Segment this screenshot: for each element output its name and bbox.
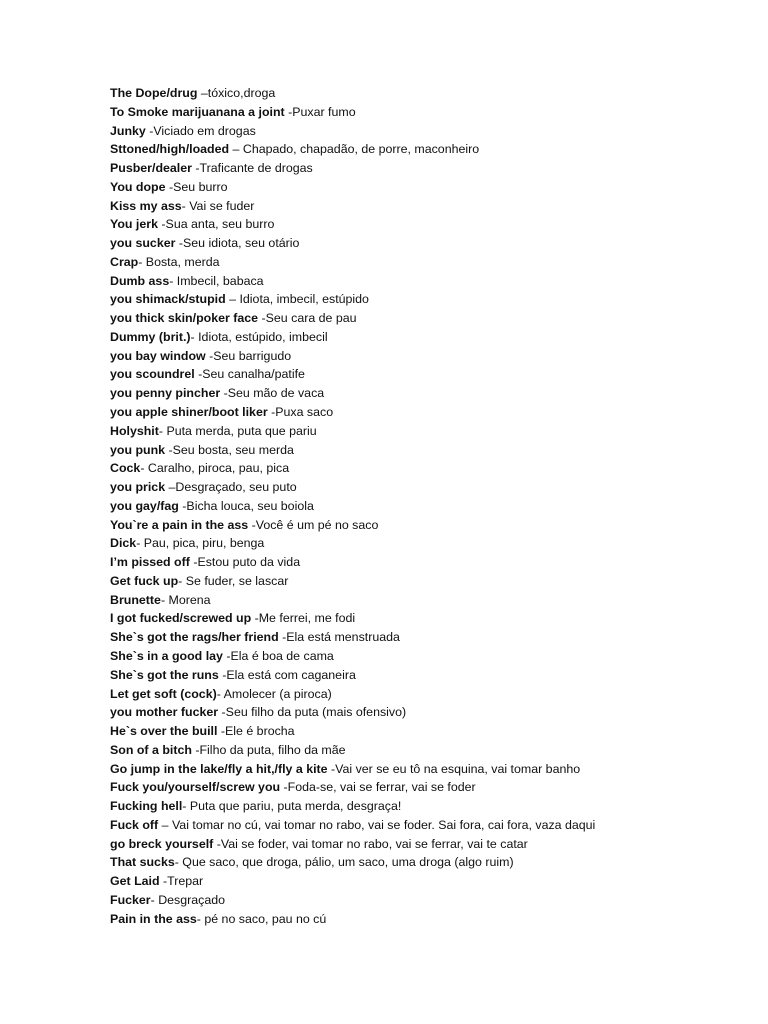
entry-meaning: -Me ferrei, me fodi [251, 611, 356, 626]
entry-meaning: -Seu cara de pau [258, 311, 357, 326]
entry-term: You jerk [110, 217, 158, 232]
entry-meaning: - Bosta, merda [138, 254, 220, 269]
glossary-entry [110, 215, 595, 234]
entry-meaning: – Vai tomar no cú, vai tomar no rabo, vai se foder. Sai fora, cai fora, vaza daqui [158, 817, 596, 832]
entry-term: Fuck you/yourself/screw you [110, 780, 281, 795]
entry-term: Pain in the ass [110, 911, 197, 926]
entry-meaning: - Que saco, que droga, pálio, um saco, uma droga (algo ruim) [174, 855, 514, 870]
entry-term: Kiss my ass [110, 198, 182, 213]
entry-meaning: -Filho da puta, filho da mãe [191, 742, 346, 757]
glossary-entry [110, 178, 595, 197]
entry-term: I got fucked/screwed up [110, 611, 252, 626]
entry-term: She`s got the rags/her friend [110, 630, 279, 645]
glossary-entry [110, 609, 595, 628]
entry-meaning: -Seu mão de vaca [220, 386, 325, 401]
entry-meaning: -Foda-se, vai se ferrar, vai se foder [280, 780, 476, 795]
entry-term: Dummy (brit.) [110, 329, 191, 344]
entry-meaning: -Você é um pé no saco [248, 517, 379, 532]
entry-term: Fuck off [110, 817, 159, 832]
entry-term: you scoundrel [110, 367, 195, 382]
entry-term: Get fuck up [110, 573, 179, 588]
entry-meaning: -Ela está menstruada [278, 630, 400, 645]
entry-term: Dumb ass [110, 273, 170, 288]
entry-term: you penny pincher [110, 386, 221, 401]
glossary-entry [110, 516, 595, 535]
entry-meaning: -Seu canalha/patife [194, 367, 305, 382]
glossary-entry [110, 140, 595, 159]
glossary-entry [110, 422, 595, 441]
entry-meaning: - Amolecer (a piroca) [216, 686, 332, 701]
glossary-entry [110, 103, 595, 122]
entry-term: The Dope/drug [110, 86, 198, 100]
glossary-entry [110, 441, 595, 460]
entry-term: Go jump in the lake/fly a hit,/fly a kite [110, 761, 328, 776]
entry-meaning: -Seu barrigudo [205, 348, 292, 363]
entry-term: To Smoke marijuanana a joint [110, 104, 285, 119]
glossary-entry [110, 534, 595, 553]
glossary-entry [110, 84, 595, 103]
entry-meaning: – Chapado, chapadão, de porre, maconheiro [229, 142, 480, 157]
entry-meaning: -Ela está com caganeira [218, 667, 356, 682]
entry-meaning: - Idiota, estúpido, imbecil [190, 329, 328, 344]
glossary-entry [110, 122, 595, 141]
glossary-entry [110, 553, 595, 572]
entry-term: Get Laid [110, 874, 160, 889]
entry-term: go breck yourself [110, 836, 214, 851]
entry-meaning: -Sua anta, seu burro [157, 217, 275, 232]
glossary-entry [110, 572, 595, 591]
entry-meaning: -Seu bosta, seu merda [165, 442, 294, 457]
entry-term: you mother fucker [110, 705, 219, 720]
entry-meaning: - Imbecil, babaca [169, 273, 264, 288]
glossary-entry [110, 478, 595, 497]
glossary-entry [110, 816, 595, 835]
glossary-entry [110, 309, 595, 328]
entry-meaning: -Estou puto da vida [189, 555, 301, 570]
entry-meaning: - Pau, pica, piru, benga [136, 536, 265, 551]
glossary-entry [110, 290, 595, 309]
glossary-entry [110, 853, 595, 872]
entry-term: Let get soft (cock) [110, 686, 217, 701]
glossary-entry [110, 703, 595, 722]
entry-meaning: - Puta merda, puta que pariu [158, 423, 317, 438]
glossary-entry [110, 872, 595, 891]
entry-term: Holyshit [110, 423, 159, 438]
entry-meaning: -Ela é boa de cama [222, 648, 334, 663]
glossary-entry [110, 347, 595, 366]
entry-meaning: -Vai ver se eu tô na esquina, vai tomar banho [327, 761, 581, 776]
entry-term: You dope [110, 179, 166, 194]
glossary-entry [110, 384, 595, 403]
entry-meaning: -Viciado em drogas [145, 123, 256, 138]
glossary-entry [110, 628, 595, 647]
entry-meaning: -Trepar [159, 874, 204, 889]
entry-term: Sttoned/high/loaded [110, 142, 230, 157]
entry-meaning: - Se fuder, se lascar [178, 573, 289, 588]
entry-meaning: -Ele é brocha [217, 724, 295, 739]
glossary-entry [110, 497, 595, 516]
entry-term: You`re a pain in the ass [110, 517, 249, 532]
entry-term: you punk [110, 442, 166, 457]
glossary-entry [110, 891, 595, 910]
glossary-entry [110, 835, 595, 854]
glossary-entry [110, 328, 595, 347]
entry-meaning: –Desgraçado, seu puto [165, 480, 297, 495]
entry-term: He`s over the buill [110, 724, 218, 739]
entry-meaning: –tóxico,droga [197, 86, 276, 100]
entry-meaning: -Puxa saco [267, 405, 334, 420]
entry-meaning: - pé no saco, pau no cú [196, 911, 327, 926]
entry-term: Pusber/dealer [110, 161, 192, 176]
entry-meaning: -Puxar fumo [284, 104, 356, 119]
entry-term: you sucker [110, 236, 176, 251]
entry-meaning: - Vai se fuder [181, 198, 255, 213]
entry-term: That sucks [110, 855, 175, 870]
entry-meaning: - Desgraçado [150, 892, 226, 907]
entry-term: you gay/fag [110, 498, 179, 513]
glossary-entry [110, 159, 595, 178]
entry-term: you thick skin/poker face [110, 311, 259, 326]
entry-term: you prick [110, 480, 166, 495]
entry-term: She`s in a good lay [110, 648, 223, 663]
entry-meaning: - Morena [160, 592, 211, 607]
glossary-entry [110, 272, 595, 291]
glossary-entry [110, 685, 595, 704]
entry-term: you apple shiner/boot liker [110, 405, 268, 420]
glossary-entry [110, 778, 595, 797]
glossary-entry [110, 234, 595, 253]
entry-meaning: -Traficante de drogas [191, 161, 313, 176]
entry-term: you shimack/stupid [110, 292, 226, 307]
glossary-entry [110, 722, 595, 741]
entry-meaning: – Idiota, imbecil, estúpido [225, 292, 369, 307]
glossary-list [110, 84, 595, 928]
entry-term: Crap [110, 254, 139, 269]
entry-term: Fucker [110, 892, 151, 907]
entry-meaning: - Puta que pariu, puta merda, desgraça! [182, 799, 402, 814]
entry-meaning: - Caralho, piroca, pau, pica [140, 461, 290, 476]
glossary-entry [110, 591, 595, 610]
glossary-entry [110, 910, 595, 929]
entry-meaning: -Bicha louca, seu boiola [178, 498, 314, 513]
entry-term: She`s got the runs [110, 667, 219, 682]
entry-meaning: -Vai se foder, vai tomar no rabo, vai se ferrar, vai te catar [213, 836, 528, 851]
entry-term: Cock [110, 461, 141, 476]
glossary-entry [110, 197, 595, 216]
entry-term: I’m pissed off [110, 555, 190, 570]
entry-meaning: -Seu idiota, seu otário [175, 236, 300, 251]
glossary-entry [110, 365, 595, 384]
entry-term: you bay window [110, 348, 206, 363]
glossary-entry [110, 253, 595, 272]
entry-term: Brunette [110, 592, 161, 607]
glossary-entry [110, 666, 595, 685]
glossary-entry [110, 760, 595, 779]
entry-term: Junky [110, 123, 146, 138]
entry-meaning: -Seu burro [165, 179, 228, 194]
entry-term: Son of a bitch [110, 742, 192, 757]
entry-meaning: -Seu filho da puta (mais ofensivo) [218, 705, 407, 720]
entry-term: Dick [110, 536, 137, 551]
glossary-entry [110, 403, 595, 422]
entry-term: Fucking hell [110, 799, 183, 814]
glossary-entry [110, 647, 595, 666]
glossary-entry [110, 741, 595, 760]
glossary-entry [110, 797, 595, 816]
glossary-entry [110, 459, 595, 478]
